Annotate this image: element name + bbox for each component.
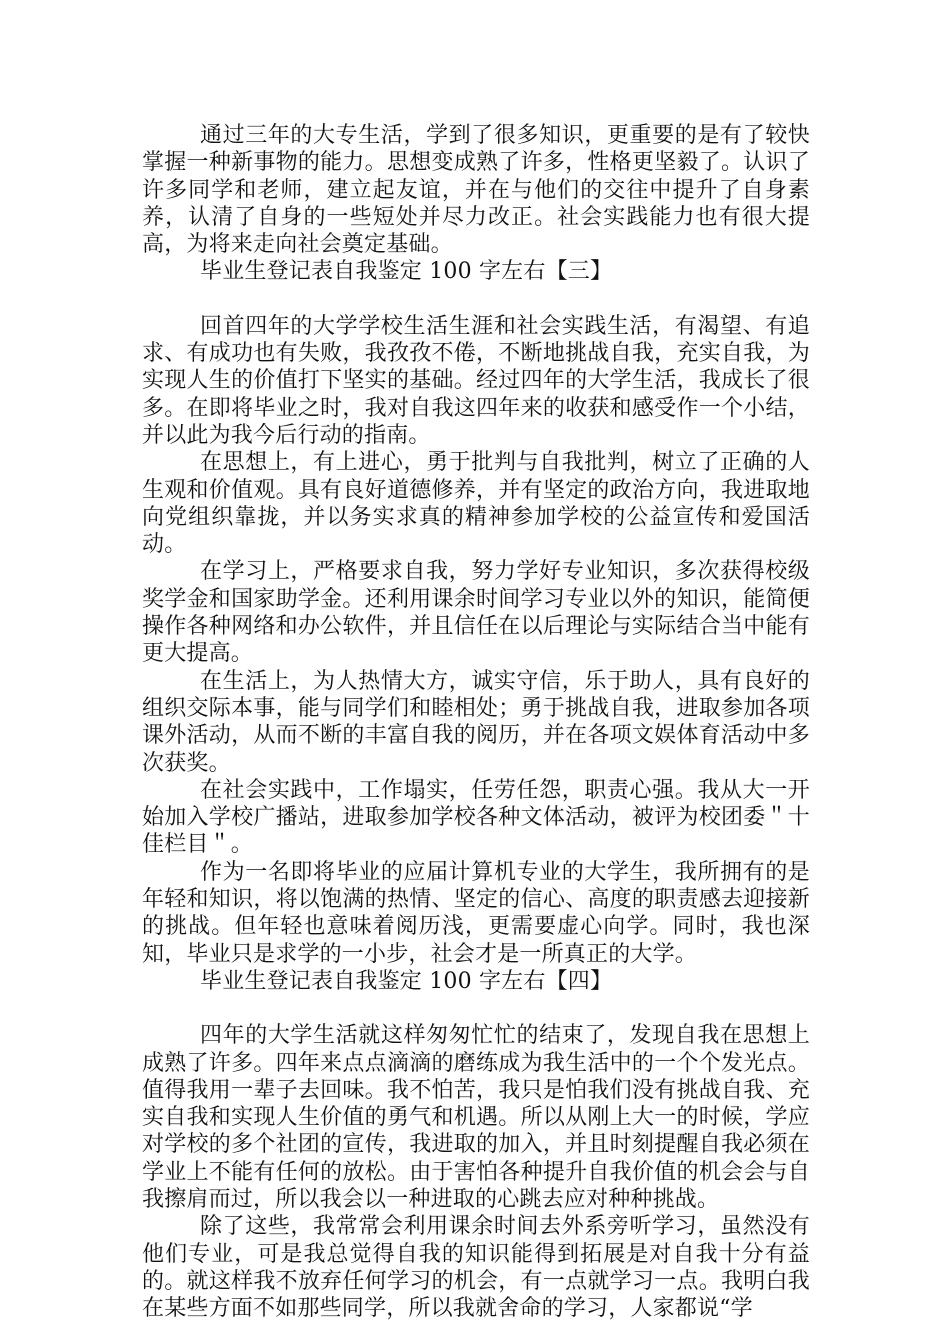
paragraph: 在学习上，严格要求自我，努力学好专业知识，多次获得校级奖学金和国家助学金。还利用课余时间学习专业以外的知识，能简便操作各种网络和办公软件，并且信任在以后理论与实际结合当中能有更大提高。: [142, 559, 810, 667]
paragraph: 除了这些，我常常会利用课余时间去外系旁听学习，虽然没有他们专业，可是我总觉得自我的知识能得到拓展是对自我十分有益的。就这样我不放弃任何学习的机会，有一点就学习一点。我明白我在某些方面不如那些同学，所以我就舍命的学习，人家都说“学: [142, 1214, 810, 1322]
paragraph: 四年的大学生活就这样匆匆忙忙的结束了，发现自我在思想上成熟了许多。四年来点点滴滴的磨练成为我生活中的一个个发光点。值得我用一辈子去回味。我不怕苦，我只是怕我们没有挑战自我、充实自我和实现人生价值的勇气和机遇。所以从刚上大一的时候，学应对学校的多个社团的宣传，我进取的加入，并且时刻提醒自我必须在学业上不能有任何的放松。由于害怕各种提升自我价值的机会会与自我擦肩而过，所以我会以一种进取的心跳去应对种种挑战。: [142, 1023, 810, 1212]
paragraph: 在生活上，为人热情大方，诚实守信，乐于助人，具有良好的组织交际本事，能与同学们和睦相处；勇于挑战自我，进取参加各项课外活动，从而不断的丰富自我的阅历，并在各项文娱体育活动中多次获奖。: [142, 668, 810, 776]
section-heading-4: 毕业生登记表自我鉴定 100 字左右【四】: [200, 968, 613, 994]
paragraph: 在思想上，有上进心，勇于批判与自我批判，树立了正确的人生观和价值观。具有良好道德修养，并有坚定的政治方向，我进取地向党组织靠拢，并以务实求真的精神参加学校的公益宣传和爱国活动。: [142, 450, 810, 558]
paragraph: 回首四年的大学学校生活生涯和社会实践生活，有渴望、有追求、有成功也有失败，我孜孜不倦，不断地挑战自我，充实自我，为实现人生的价值打下坚实的基础。经过四年的大学生活，我成长了很多。在即将毕业之时，我对自我这四年来的收获和感受作一个小结，并以此为我今后行动的指南。: [142, 313, 810, 448]
paragraph: 作为一名即将毕业的应届计算机专业的大学生，我所拥有的是年轻和知识，将以饱满的热情、坚定的信心、高度的职责感去迎接新的挑战。但年轻也意味着阅历浅，更需要虚心向学。同时，我也深知，毕业只是求学的一小步，社会才是一所真正的大学。: [142, 859, 810, 967]
paragraph: 通过三年的大专生活，学到了很多知识，更重要的是有了较快掌握一种新事物的能力。思想变成熟了许多，性格更坚毅了。认识了许多同学和老师，建立起友谊，并在与他们的交往中提升了自身素养，认清了自身的一些短处并尽力改正。社会实践能力也有很大提高，为将来走向社会奠定基础。: [142, 123, 810, 258]
paragraph: 在社会实践中，工作塌实，任劳任怨，职责心强。我从大一开始加入学校广播站，进取参加学校各种文体活动，被评为校团委＂十佳栏目＂。: [142, 777, 810, 858]
blank-line: [142, 286, 810, 313]
document-body: [142, 122, 810, 1322]
section-heading-3: 毕业生登记表自我鉴定 100 字左右【三】: [200, 259, 613, 285]
blank-line: [142, 995, 810, 1022]
